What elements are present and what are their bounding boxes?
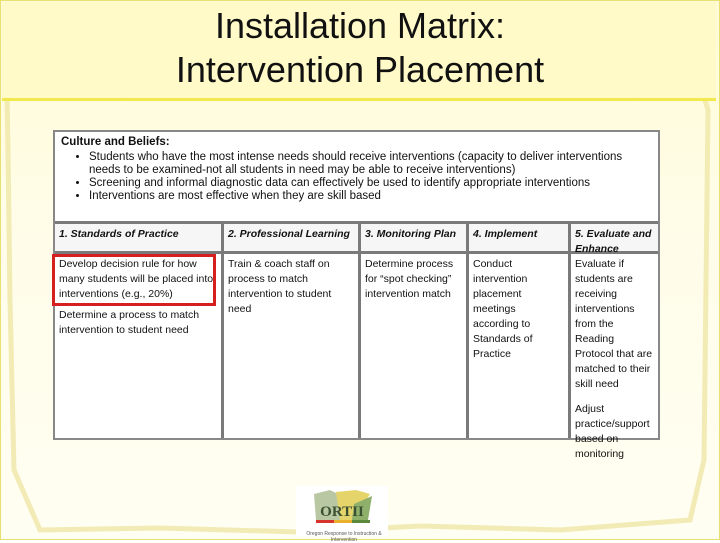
logo-caption: Oregon Response to Instruction & Intervention bbox=[306, 531, 382, 543]
column-item: Determine process for “spot checking” intervention match bbox=[365, 258, 454, 300]
column-body bbox=[224, 254, 358, 332]
column-body bbox=[469, 254, 568, 377]
column-header: 1. Standards of Practice bbox=[55, 221, 221, 254]
column-item: Adjust practice/support based on monitoring bbox=[575, 403, 650, 460]
culture-and-beliefs bbox=[55, 132, 658, 220]
column-body bbox=[571, 254, 658, 477]
column-header: 5. Evaluate and Enhance bbox=[571, 221, 658, 254]
culture-bullet: • Interventions are most effective when they are skill based bbox=[89, 190, 652, 203]
column-item: Develop decision rule for how many students will be placed into interventions (e.g., 20%) bbox=[59, 258, 214, 300]
column-professional-learning bbox=[221, 221, 358, 438]
slide-title-line1: Installation Matrix: bbox=[214, 5, 506, 46]
culture-bullet: • Screening and informal diagnostic data can effectively be used to identify appropriate interventions bbox=[89, 177, 652, 190]
slide-title bbox=[0, 4, 720, 92]
column-evaluate-and-enhance bbox=[568, 221, 658, 460]
column-item: Evaluate if students are receiving interventions from the Reading Protocol that are matched to their skill need bbox=[575, 258, 653, 390]
column-monitoring-plan bbox=[358, 221, 466, 438]
slide-title-line2: Intervention Placement bbox=[175, 49, 545, 90]
column-header: 4. Implement bbox=[469, 221, 568, 254]
column-body bbox=[361, 254, 466, 317]
culture-bullet: • Students who have the most intense needs should receive interventions (capacity to deliver interventions needs to be examined-not all students in need may be able to receive interventions) bbox=[89, 151, 652, 177]
ortii-logo bbox=[296, 486, 388, 536]
column-item: Determine a process to match intervention to student need bbox=[59, 309, 200, 336]
logo-text: ORTII bbox=[320, 504, 364, 520]
column-header: 2. Professional Learning bbox=[224, 221, 358, 254]
culture-bullets bbox=[61, 151, 652, 203]
culture-heading: Culture and Beliefs: bbox=[61, 136, 170, 148]
highlight-box bbox=[52, 254, 216, 306]
column-header: 3. Monitoring Plan bbox=[361, 221, 466, 254]
column-item: Conduct intervention placement meetings according to Standards of Practice bbox=[473, 258, 533, 360]
column-implement bbox=[466, 221, 568, 438]
column-item: Train & coach staff on process to match intervention to student need bbox=[228, 258, 332, 315]
